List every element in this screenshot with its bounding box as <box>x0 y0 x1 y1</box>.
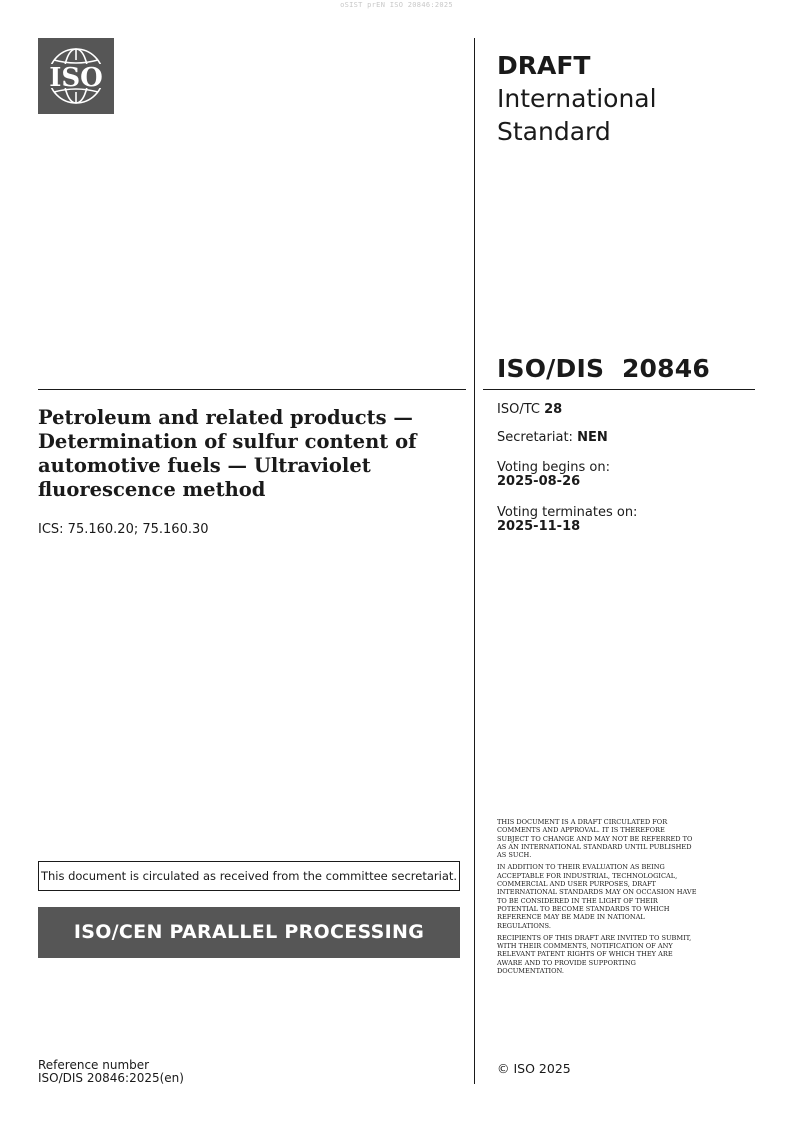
voting-begins-value: 2025-08-26 <box>497 474 581 489</box>
tc-label: ISO/TC <box>497 402 545 417</box>
voting-begins-label: Voting begins on: <box>497 460 611 475</box>
iso-logo-text: ISO <box>49 63 103 93</box>
draft-type-line3: Standard <box>497 117 611 146</box>
iso-globe-logo-icon <box>38 38 114 114</box>
ics-codes: ICS: 75.160.20; 75.160.30 <box>38 522 209 537</box>
document-title: Petroleum and related products — Determination of sulfur content of automotive fuels — Ultraviolet fluorescence method <box>38 406 417 501</box>
circulated-note-box: This document is circulated as received from the committee secretariat. <box>38 861 460 891</box>
draft-type-line2: International <box>497 84 657 113</box>
voting-terminates-value: 2025-11-18 <box>497 519 581 534</box>
tc-value: 28 <box>544 402 563 417</box>
reference-value: ISO/DIS 20846:2025(en) <box>38 1071 184 1085</box>
vertical-divider <box>474 38 475 1084</box>
copyright: © ISO 2025 <box>497 1061 571 1076</box>
document-number: ISO/DIS 20846 <box>497 354 710 383</box>
iso-logo <box>38 38 114 114</box>
notice-paragraph-3: RECIPIENTS OF THIS DRAFT ARE INVITED TO SUBMIT, WITH THEIR COMMENTS, NOTIFICATION OF ANY RELEVANT PATENT RIGHTS OF WHICH THEY ARE AWARE AND TO PROVIDE SUPPORTING DOCUMENTATION. <box>497 933 692 976</box>
draft-notice <box>497 818 697 979</box>
secretariat-label: Secretariat: <box>497 430 578 445</box>
draft-type-line1: DRAFT <box>497 51 591 80</box>
reference-label: Reference number <box>38 1058 150 1072</box>
draft-type-heading <box>497 49 657 148</box>
horizontal-divider-right <box>483 389 755 390</box>
voting-terminates-label: Voting terminates on: <box>497 505 638 520</box>
secretariat <box>497 431 608 445</box>
watermark: oSIST prEN ISO 20846:2025 <box>340 1 453 9</box>
voting-terminates <box>497 506 637 534</box>
technical-committee <box>497 403 562 417</box>
voting-begins <box>497 461 610 489</box>
horizontal-divider-left <box>38 389 466 390</box>
parallel-processing-banner: ISO/CEN PARALLEL PROCESSING <box>38 907 460 958</box>
notice-paragraph-1: THIS DOCUMENT IS A DRAFT CIRCULATED FOR COMMENTS AND APPROVAL. IT IS THEREFORE SUBJECT TO CHANGE AND MAY NOT BE REFERRED TO AS AN INTERNATIONAL STANDARD UNTIL PUBLISHED AS SUCH. <box>497 818 693 860</box>
reference-number <box>38 1059 184 1085</box>
notice-paragraph-2: IN ADDITION TO THEIR EVALUATION AS BEING ACCEPTABLE FOR INDUSTRIAL, TECHNOLOGICAL, COMMERCIAL AND USER PURPOSES, DRAFT INTERNATIONAL STANDARDS MAY ON OCCASION HAVE TO BE CONSIDERED IN THE LIGHT OF THEIR POTENTIAL TO BECOME STANDARDS TO WHICH REFERENCE MAY BE MADE IN NATIONAL REGULATIONS. <box>497 863 697 930</box>
secretariat-value: NEN <box>577 430 608 445</box>
